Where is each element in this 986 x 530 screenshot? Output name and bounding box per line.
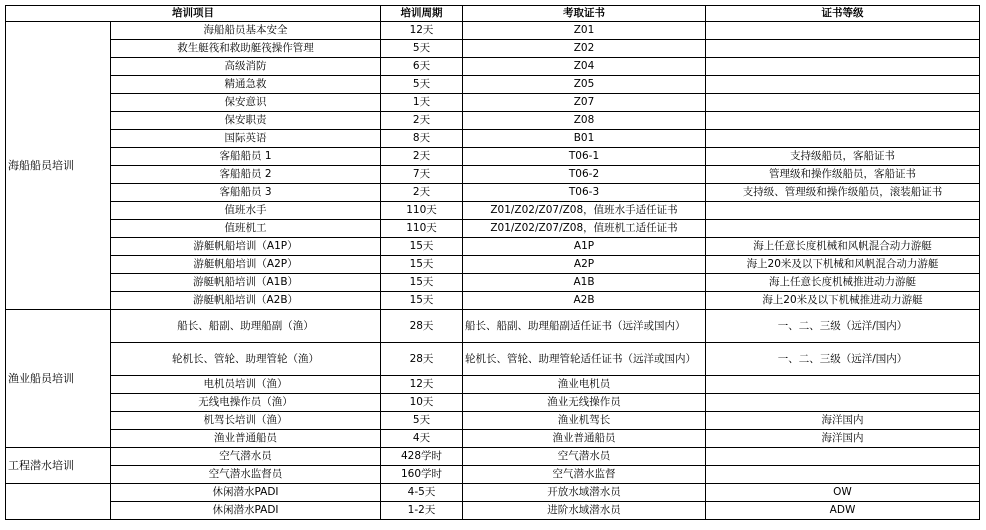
certificate-cell: 空气潜水员 [463,448,706,466]
certificate-level-cell: 海洋国内 [706,430,980,448]
certificate-level-cell: 海洋国内 [706,412,980,430]
training-period-cell: 2天 [381,112,463,130]
certificate-cell: T06-3 [463,184,706,202]
training-item-cell: 国际英语 [111,130,381,148]
table-row [6,466,980,484]
certificate-cell: Z01/Z02/Z07/Z08，值班机工适任证书 [463,220,706,238]
table-row [6,502,980,520]
certificate-cell: Z04 [463,58,706,76]
training-item-cell: 精通急救 [111,76,381,94]
certificate-level-cell [706,202,980,220]
table-row [6,448,980,466]
training-item-cell: 救生艇筏和救助艇筏操作管理 [111,40,381,58]
training-period-cell: 110天 [381,202,463,220]
table-row [6,412,980,430]
certificate-level-cell: 海上20米及以下机械和风帆混合动力游艇 [706,256,980,274]
certificate-cell: A1B [463,274,706,292]
certificate-level-cell [706,76,980,94]
certificate-cell: 轮机长、管轮、助理管轮适任证书（远洋或国内） [463,343,706,376]
training-period-cell: 12天 [381,22,463,40]
certificate-level-cell [706,376,980,394]
training-period-cell: 4-5天 [381,484,463,502]
header-training-period: 培训周期 [381,6,463,22]
certificate-level-cell: 一、二、三级（远洋/国内） [706,310,980,343]
certificate-cell: T06-1 [463,148,706,166]
table-row [6,274,980,292]
table-row [6,292,980,310]
training-period-cell: 4天 [381,430,463,448]
training-period-cell: 6天 [381,58,463,76]
training-period-cell: 428学时 [381,448,463,466]
training-item-cell: 空气潜水员 [111,448,381,466]
table-row [6,394,980,412]
table-row [6,220,980,238]
training-period-cell: 2天 [381,184,463,202]
training-item-cell: 游艇帆船培训（A1P） [111,238,381,256]
header-training-item: 培训项目 [6,6,381,22]
training-item-cell: 值班机工 [111,220,381,238]
training-item-cell: 客船船员 3 [111,184,381,202]
certificate-level-cell: 海上任意长度机械推进动力游艇 [706,274,980,292]
table-row [6,184,980,202]
training-item-cell: 无线电操作员（渔） [111,394,381,412]
table-row [6,256,980,274]
certificate-cell: B01 [463,130,706,148]
certificate-cell: 开放水域潜水员 [463,484,706,502]
header-certificate: 考取证书 [463,6,706,22]
training-period-cell: 15天 [381,256,463,274]
training-period-cell: 28天 [381,343,463,376]
table-row [6,484,980,502]
certificate-level-cell [706,130,980,148]
certificate-level-cell: 一、二、三级（远洋/国内） [706,343,980,376]
training-item-cell: 客船船员 1 [111,148,381,166]
certificate-level-cell [706,112,980,130]
training-period-cell: 10天 [381,394,463,412]
table-row [6,58,980,76]
certificate-level-cell: 支持级、管理级和操作级船员，滚装船证书 [706,184,980,202]
training-item-cell: 休闲潜水PADI [111,484,381,502]
certificate-level-cell: ADW [706,502,980,520]
table-row [6,94,980,112]
table-body [6,22,980,520]
table-row [6,376,980,394]
certificate-cell: 进阶水域潜水员 [463,502,706,520]
certificate-level-cell [706,448,980,466]
training-item-cell: 客船船员 2 [111,166,381,184]
training-period-cell: 160学时 [381,466,463,484]
table-row [6,76,980,94]
training-period-cell: 1天 [381,94,463,112]
table-row [6,40,980,58]
certificate-cell: Z05 [463,76,706,94]
certificate-level-cell [706,22,980,40]
certificate-cell: Z01/Z02/Z07/Z08，值班水手适任证书 [463,202,706,220]
certificate-cell: A2B [463,292,706,310]
training-period-cell: 5天 [381,76,463,94]
certificate-level-cell [706,220,980,238]
certificate-cell: Z02 [463,40,706,58]
certificate-cell: 船长、船副、助理船副适任证书（远洋或国内） [463,310,706,343]
certificate-level-cell: OW [706,484,980,502]
training-table [5,5,980,520]
training-period-cell: 12天 [381,376,463,394]
table-row [6,343,980,376]
training-item-cell: 高级消防 [111,58,381,76]
certificate-level-cell [706,394,980,412]
table-header [6,6,980,22]
training-period-cell: 15天 [381,292,463,310]
training-item-cell: 电机员培训（渔） [111,376,381,394]
certificate-cell: 渔业无线操作员 [463,394,706,412]
training-item-cell: 海船船员基本安全 [111,22,381,40]
table-row [6,430,980,448]
table-row [6,238,980,256]
certificate-level-cell: 支持级船员，客船证书 [706,148,980,166]
certificate-level-cell: 管理级和操作级船员，客船证书 [706,166,980,184]
training-item-cell: 渔业普通船员 [111,430,381,448]
certificate-level-cell: 海上任意长度机械和风帆混合动力游艇 [706,238,980,256]
table-row [6,112,980,130]
training-item-cell: 游艇帆船培训（A1B） [111,274,381,292]
certificate-level-cell: 海上20米及以下机械推进动力游艇 [706,292,980,310]
certificate-level-cell [706,58,980,76]
training-item-cell: 游艇帆船培训（A2B） [111,292,381,310]
category-cell: 海船船员培训 [6,22,111,310]
certificate-level-cell [706,94,980,112]
training-item-cell: 空气潜水监督员 [111,466,381,484]
training-period-cell: 110天 [381,220,463,238]
training-period-cell: 8天 [381,130,463,148]
training-period-cell: 5天 [381,412,463,430]
certificate-cell: 空气潜水监督 [463,466,706,484]
training-period-cell: 7天 [381,166,463,184]
training-period-cell: 15天 [381,238,463,256]
category-cell: 工程潜水培训 [6,448,111,484]
table-row [6,148,980,166]
certificate-cell: 渔业电机员 [463,376,706,394]
certificate-cell: Z01 [463,22,706,40]
certificate-level-cell [706,466,980,484]
category-cell: 渔业船员培训 [6,310,111,448]
table-row [6,22,980,40]
training-period-cell: 15天 [381,274,463,292]
certificate-level-cell [706,40,980,58]
header-certificate-level: 证书等级 [706,6,980,22]
table-row [6,202,980,220]
training-item-cell: 机驾长培训（渔） [111,412,381,430]
table-row [6,130,980,148]
training-item-cell: 轮机长、管轮、助理管轮（渔） [111,343,381,376]
certificate-cell: 渔业普通船员 [463,430,706,448]
certificate-cell: A2P [463,256,706,274]
certificate-cell: 渔业机驾长 [463,412,706,430]
certificate-cell: T06-2 [463,166,706,184]
training-period-cell: 28天 [381,310,463,343]
training-item-cell: 值班水手 [111,202,381,220]
certificate-cell: A1P [463,238,706,256]
training-item-cell: 船长、船副、助理船副（渔） [111,310,381,343]
header-row [6,6,980,22]
training-item-cell: 保安职责 [111,112,381,130]
training-item-cell: 游艇帆船培训（A2P） [111,256,381,274]
training-item-cell: 保安意识 [111,94,381,112]
training-item-cell: 休闲潜水PADI [111,502,381,520]
certificate-cell: Z07 [463,94,706,112]
category-cell [6,484,111,520]
training-period-cell: 5天 [381,40,463,58]
table-row [6,310,980,343]
certificate-cell: Z08 [463,112,706,130]
training-period-cell: 1-2天 [381,502,463,520]
table-row [6,166,980,184]
training-period-cell: 2天 [381,148,463,166]
